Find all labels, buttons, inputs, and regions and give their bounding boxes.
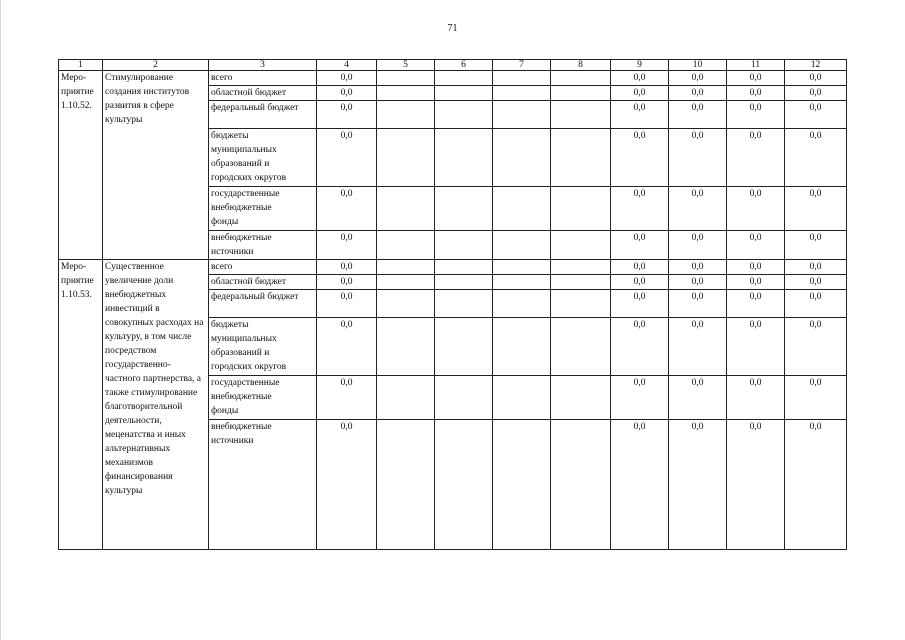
amount-cell: 0,0 [611,260,669,275]
amount-cell: 0,0 [785,290,847,318]
amount-cell: 0,0 [669,376,727,420]
amount-cell [493,231,551,260]
amount-cell: 0,0 [669,260,727,275]
measure-code-line: 1.10.53. [61,290,92,300]
amount-cell [377,376,435,420]
funding-source-cell: всего [209,260,317,275]
measure-title-cell: Стимулирование создания институтов развития в сфере культуры [103,71,209,260]
funding-source-cell: внебюджетные источники [209,231,317,260]
column-header: 7 [493,60,551,71]
amount-cell [377,290,435,318]
column-header: 6 [435,60,493,71]
amount-cell: 0,0 [317,71,377,86]
amount-cell: 0,0 [317,376,377,420]
amount-cell [493,86,551,101]
amount-cell: 0,0 [785,231,847,260]
measure-code-line: Меро- [61,73,87,83]
column-header: 11 [727,60,785,71]
funding-source-cell: бюджеты муниципальных образований и городских округов [209,318,317,376]
column-header: 12 [785,60,847,71]
measure-code-cell [59,260,103,550]
amount-cell: 0,0 [611,376,669,420]
amount-cell: 0,0 [727,101,785,129]
amount-cell [377,129,435,187]
amount-cell: 0,0 [317,86,377,101]
amount-cell: 0,0 [785,86,847,101]
amount-cell: 0,0 [317,101,377,129]
column-header: 9 [611,60,669,71]
column-header: 1 [59,60,103,71]
amount-cell: 0,0 [669,231,727,260]
amount-cell: 0,0 [785,318,847,376]
amount-cell [551,187,611,231]
amount-cell: 0,0 [785,101,847,129]
amount-cell [551,231,611,260]
amount-cell [377,86,435,101]
amount-cell [435,290,493,318]
amount-cell: 0,0 [317,187,377,231]
column-header: 4 [317,60,377,71]
measure-code-line: 1.10.52. [61,101,92,111]
amount-cell [551,420,611,550]
amount-cell [435,187,493,231]
amount-cell [435,376,493,420]
amount-cell: 0,0 [669,420,727,550]
funding-source-cell: государственные внебюджетные фонды [209,187,317,231]
amount-cell: 0,0 [611,318,669,376]
amount-cell [377,231,435,260]
amount-cell: 0,0 [727,420,785,550]
amount-cell [551,86,611,101]
amount-cell: 0,0 [317,275,377,290]
amount-cell [377,101,435,129]
measure-code-cell [59,71,103,260]
amount-cell [377,275,435,290]
table-row [59,260,847,275]
amount-cell [435,231,493,260]
amount-cell: 0,0 [727,275,785,290]
amount-cell: 0,0 [669,275,727,290]
amount-cell [551,71,611,86]
amount-cell: 0,0 [785,275,847,290]
amount-cell: 0,0 [317,420,377,550]
amount-cell: 0,0 [611,129,669,187]
amount-cell [493,290,551,318]
amount-cell [493,260,551,275]
amount-cell: 0,0 [727,129,785,187]
amount-cell [435,275,493,290]
amount-cell [493,129,551,187]
amount-cell [551,129,611,187]
column-header: 5 [377,60,435,71]
funding-source-cell: всего [209,71,317,86]
table-row [59,71,847,86]
amount-cell: 0,0 [669,71,727,86]
amount-cell: 0,0 [317,318,377,376]
amount-cell [435,129,493,187]
amount-cell: 0,0 [785,187,847,231]
amount-cell: 0,0 [785,420,847,550]
amount-cell: 0,0 [727,260,785,275]
amount-cell: 0,0 [669,290,727,318]
amount-cell: 0,0 [611,231,669,260]
amount-cell [493,101,551,129]
amount-cell [435,101,493,129]
amount-cell [551,318,611,376]
amount-cell: 0,0 [611,86,669,101]
amount-cell: 0,0 [669,86,727,101]
amount-cell: 0,0 [727,318,785,376]
amount-cell: 0,0 [317,231,377,260]
measure-code-line: приятие [61,87,94,97]
amount-cell: 0,0 [785,376,847,420]
page-left-edge [0,0,1,640]
amount-cell: 0,0 [669,101,727,129]
column-header: 3 [209,60,317,71]
column-header: 2 [103,60,209,71]
amount-cell [377,71,435,86]
amount-cell [551,290,611,318]
amount-cell: 0,0 [727,376,785,420]
amount-cell: 0,0 [785,129,847,187]
amount-cell: 0,0 [611,290,669,318]
amount-cell [435,260,493,275]
amount-cell [493,376,551,420]
amount-cell: 0,0 [727,231,785,260]
amount-cell: 0,0 [611,420,669,550]
amount-cell: 0,0 [611,101,669,129]
amount-cell [551,101,611,129]
amount-cell: 0,0 [785,71,847,86]
amount-cell: 0,0 [727,86,785,101]
funding-source-cell: федеральный бюджет [209,101,317,129]
amount-cell [435,420,493,550]
table-header-row [59,60,847,71]
amount-cell [493,71,551,86]
amount-cell [551,275,611,290]
amount-cell [551,376,611,420]
funding-source-cell: федеральный бюджет [209,290,317,318]
amount-cell: 0,0 [669,318,727,376]
amount-cell: 0,0 [317,260,377,275]
amount-cell: 0,0 [727,187,785,231]
amount-cell: 0,0 [317,290,377,318]
budget-table-body [59,60,847,550]
amount-cell [493,318,551,376]
funding-source-cell: внебюджетные источники [209,420,317,550]
measure-title-cell: Существенное увеличение доли внебюджетных инвестиций в совокупных расходах на культуру, в том числе посредством государственно-частного партнерства, а также стимулирование благотворительной деятельности, меценатства и иных альтернативных механизмов финансирования культуры [103,260,209,550]
amount-cell [551,260,611,275]
amount-cell: 0,0 [611,187,669,231]
budget-table [58,59,847,550]
column-header: 8 [551,60,611,71]
amount-cell: 0,0 [317,129,377,187]
amount-cell: 0,0 [611,275,669,290]
amount-cell [493,420,551,550]
measure-code-line: Меро- [61,262,87,272]
amount-cell [377,260,435,275]
amount-cell [377,318,435,376]
amount-cell: 0,0 [669,187,727,231]
amount-cell [377,420,435,550]
amount-cell [377,187,435,231]
amount-cell: 0,0 [785,260,847,275]
funding-source-cell: областной бюджет [209,86,317,101]
amount-cell: 0,0 [611,71,669,86]
measure-code-line: приятие [61,276,94,286]
amount-cell [435,318,493,376]
amount-cell [435,86,493,101]
funding-source-cell: государственные внебюджетные фонды [209,376,317,420]
column-header: 10 [669,60,727,71]
funding-source-cell: бюджеты муниципальных образований и городских округов [209,129,317,187]
amount-cell: 0,0 [669,129,727,187]
page-number: 71 [447,23,458,34]
amount-cell [493,275,551,290]
amount-cell: 0,0 [727,290,785,318]
amount-cell: 0,0 [727,71,785,86]
amount-cell [493,187,551,231]
funding-source-cell: областной бюджет [209,275,317,290]
amount-cell [435,71,493,86]
